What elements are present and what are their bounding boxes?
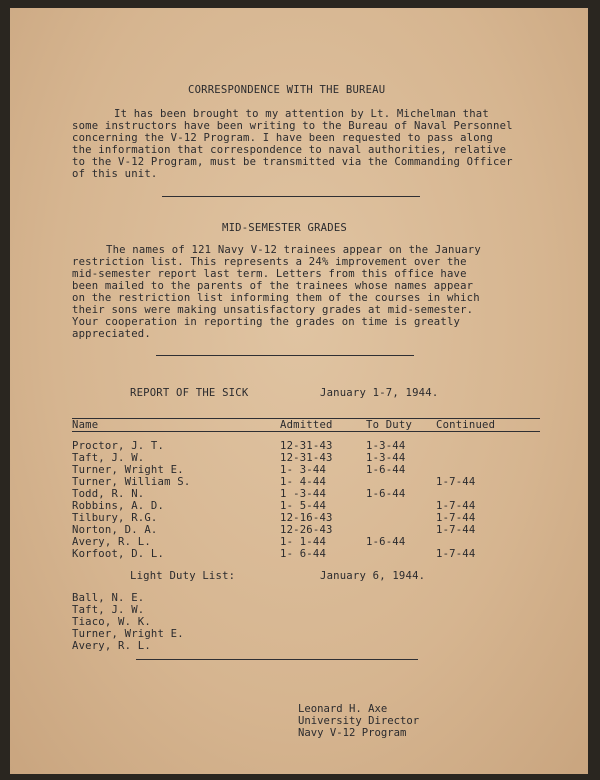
- section2-heading: MID-SEMESTER GRADES: [222, 222, 347, 234]
- light-duty-title: Light Duty List:: [130, 570, 236, 582]
- column-header-continued: Continued: [436, 419, 496, 431]
- section1-line: some instructors have been writing to the Bureau of Naval Personnel: [72, 120, 513, 132]
- section1-line: to the V-12 Program, must be transmitted via the Commanding Officer: [72, 156, 513, 168]
- signature-name: Leonard H. Axe: [298, 703, 388, 715]
- row-name: Todd, R. N.: [72, 488, 145, 500]
- row-name: Robbins, A. D.: [72, 500, 165, 512]
- row-continued: 1-7-44: [436, 524, 476, 536]
- section2-line: The names of 121 Navy V-12 trainees appear on the January: [106, 244, 481, 256]
- section2-line: been mailed to the parents of the trainees whose names appear: [72, 280, 474, 292]
- row-admitted: 1- 3-44: [280, 464, 327, 476]
- row-continued: 1-7-44: [436, 476, 476, 488]
- light-duty-name: Turner, Wright E.: [72, 628, 184, 640]
- row-continued: 1-7-44: [436, 512, 476, 524]
- signature-title: University Director: [298, 715, 420, 727]
- section-divider: [156, 355, 414, 356]
- section-divider: [136, 659, 418, 660]
- row-to-duty: 1-3-44: [366, 452, 406, 464]
- row-admitted: 1- 1-44: [280, 536, 327, 548]
- document-page: [10, 8, 588, 774]
- row-name: Korfoot, D. L.: [72, 548, 165, 560]
- row-admitted: 12-26-43: [280, 524, 333, 536]
- light-duty-name: Avery, R. L.: [72, 640, 151, 652]
- section2-line: on the restriction list informing them of the courses in which: [72, 292, 480, 304]
- row-admitted: 1- 5-44: [280, 500, 327, 512]
- section1-line: the information that correspondence to naval authorities, relative: [72, 144, 507, 156]
- row-admitted: 12-16-43: [280, 512, 333, 524]
- row-name: Tilbury, R.G.: [72, 512, 158, 524]
- section-divider: [162, 196, 420, 197]
- row-to-duty: 1-3-44: [366, 440, 406, 452]
- column-header-name: Name: [72, 419, 99, 431]
- section1-line: It has been brought to my attention by Lt. Michelman that: [114, 108, 489, 120]
- row-name: Norton, D. A.: [72, 524, 158, 536]
- row-continued: 1-7-44: [436, 500, 476, 512]
- column-header-to-duty: To Duty: [366, 419, 413, 431]
- section1-line: concerning the V-12 Program. I have been requested to pass along: [72, 132, 493, 144]
- section1-heading: CORRESPONDENCE WITH THE BUREAU: [188, 84, 386, 96]
- sick-report-title: REPORT OF THE SICK: [130, 387, 249, 399]
- row-admitted: 1- 4-44: [280, 476, 327, 488]
- row-continued: 1-7-44: [436, 548, 476, 560]
- row-name: Taft, J. W.: [72, 452, 145, 464]
- section2-line: mid-semester report last term. Letters from this office have: [72, 268, 467, 280]
- signature-title: Navy V-12 Program: [298, 727, 407, 739]
- row-name: Avery, R. L.: [72, 536, 151, 548]
- light-duty-name: Ball, N. E.: [72, 592, 145, 604]
- row-name: Proctor, J. T.: [72, 440, 165, 452]
- column-header-admitted: Admitted: [280, 419, 333, 431]
- row-to-duty: 1-6-44: [366, 488, 406, 500]
- light-duty-name: Taft, J. W.: [72, 604, 145, 616]
- row-admitted: 12-31-43: [280, 452, 333, 464]
- section2-line: their sons were making unsatisfactory grades at mid-semester.: [72, 304, 474, 316]
- row-to-duty: 1-6-44: [366, 464, 406, 476]
- section2-line: appreciated.: [72, 328, 151, 340]
- section1-line: of this unit.: [72, 168, 158, 180]
- row-admitted: 12-31-43: [280, 440, 333, 452]
- section2-line: Your cooperation in reporting the grades on time is greatly: [72, 316, 461, 328]
- row-admitted: 1 -3-44: [280, 488, 327, 500]
- section2-line: restriction list. This represents a 24% improvement over the: [72, 256, 467, 268]
- table-header-rule: [72, 431, 540, 432]
- sick-report-date: January 1-7, 1944.: [320, 387, 439, 399]
- light-duty-date: January 6, 1944.: [320, 570, 426, 582]
- row-name: Turner, William S.: [72, 476, 191, 488]
- row-name: Turner, Wright E.: [72, 464, 184, 476]
- row-to-duty: 1-6-44: [366, 536, 406, 548]
- row-admitted: 1- 6-44: [280, 548, 327, 560]
- light-duty-name: Tiaco, W. K.: [72, 616, 151, 628]
